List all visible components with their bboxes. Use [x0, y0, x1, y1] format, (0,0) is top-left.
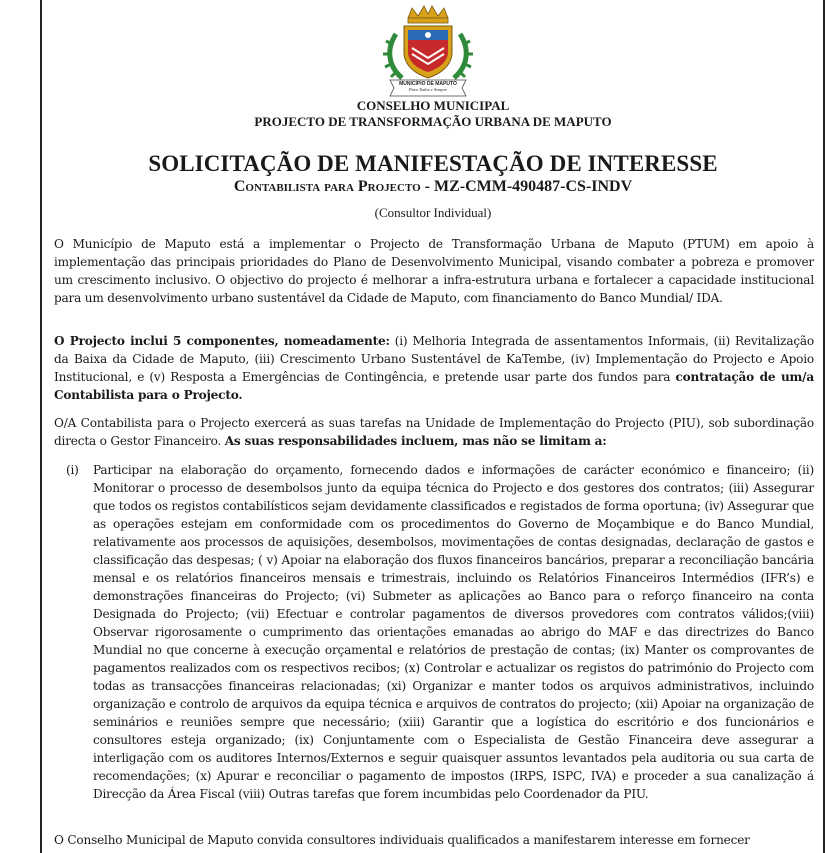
paragraph-invitation: O Conselho Municipal de Maputo convida consultores individuais qualificados a manifestarem interesse em fornecer	[54, 833, 750, 847]
seal-label: MUNICÍPIO DE MAPUTO	[399, 81, 457, 87]
paragraph-role	[54, 414, 814, 450]
paragraph-components	[54, 332, 814, 404]
list-marker: (i)	[66, 463, 79, 477]
page-subtitle: Contabilista para Projecto - MZ-CMM-490487-CS-INDV	[233, 178, 633, 195]
header-project-name: PROJECTO DE TRANSFORMAÇÃO URBANA DE MAPUTO	[254, 114, 612, 129]
responsibilities-list	[66, 461, 814, 803]
role-text: O/A Contabilista para o Projecto exercerá as suas tarefas na Unidade de Implementação do Projecto (PIU), sob subordinação directa o Gestor Financeiro.	[54, 416, 814, 448]
responsibilities-heading: As suas responsabilidades incluem, mas não se limitam a:	[224, 434, 607, 448]
hiring-statement: contratação de um/a Contabilista para o Projecto.	[54, 370, 814, 402]
list-item: Participar na elaboração do orçamento, fornecendo dados e informações de carácter económico e financeiro; (ii) Monitorar o processo de desembolsos junto da equipa técnica do Projecto e dos gestores dos contratos; (iii) Assegurar que todos os registos contabilísticos sejam devidamente classificados e registados de forma oportuna; (iv) Assegurar que as operações estejam em conformidade com os procedimentos do Governo de Moçambique e do Banco Mundial, relativamente aos processos de aquisições, desembolsos, movimentações de contas designadas, declaração de gastos e classificação das despesas; ( v) Apoiar na elaboração dos fluxos financeiros bancários, preparar a reconciliação bancária mensal e os relatórios financeiros mensais e trimestrais, incluindo os Relatórios Financeiros Intermédios (IFR’s) e demonstrações financeiras do Projecto; (vi) Submeter as aplicações ao Banco para o reforço financeiro na conta Designada do Projecto; (vii) Efectuar e controlar pagamentos de diversos provedores com contratos válidos;(viii) Observar rigorosamente o cumprimento das orientações emanadas ao abrigo do MAF e das directrizes do Banco Mundial no que concerne à execução orçamental e relatórios de prestação de contas; (ix) Manter os comprovantes de pagamentos realizados com os respectivos recibos; (x) Controlar e actualizar os registos do património do Projecto com todas as transacções financeiras relacionadas; (xi) Organizar e manter todos os arquivos administrativos, incluindo organização e controlo de arquivos da equipa técnica e arquivos de contratos do projecto; (xii) Apoiar na organização de seminários e reuniões sempre que necessário; (xiii) Garantir que a logística do escritório e dos funcionários e consultores esteja organizado; (ix) Conjuntamente com o Especialista de Gestão Financeira deve assegurar a interligação com os auditores Internos/Externos e seguir quaisquer assuntos levantados pela auditoria ou sua carta de recomendações; (x) Apurar e reconciliar o pagamento de impostos (IRPS, ISPC, IVA) e proceder a sua canalização á Direcção da Área Fiscal (viii) Outras tarefas que forem incumbidas pelo Coordenador da PIU.	[93, 463, 814, 801]
consultant-type: (Consultor Individual)	[374, 205, 492, 220]
header-council-name: CONSELHO MUNICIPAL	[356, 98, 510, 113]
components-heading: O Projecto inclui 5 componentes, nomeadamente:	[54, 334, 390, 348]
seal-motto: Para Todos e Sempre	[408, 87, 448, 92]
paragraph-intro: O Município de Maputo está a implementar o Projecto de Transformação Urbana de Maputo (PTUM) em apoio à implementação das principais prioridades do Plano de Desenvolvimento Municipal, visando combater a pobreza e promover um crescimento inclusivo. O objectivo do projecto é melhorar a infra-estrutura urbana e fortalecer a capacidade institucional para um desenvolvimento urbano sustentável da Cidade de Maputo, com financiamento do Banco Mundial/ IDA.	[54, 237, 814, 305]
components-text: (i) Melhoria Integrada de assentamentos Informais, (ii) Revitalização da Baixa da Cidade de Maputo, (iii) Crescimento Urbano Sustentável de KaTembe, (iv) Implementação do Projecto e Apoio Institucional, e (v) Resposta a Emergências de Contingência, e pretende usar parte dos fundos para	[54, 334, 814, 384]
page-title: SOLICITAÇÃO DE MANIFESTAÇÃO DE INTERESSE	[148, 151, 718, 176]
